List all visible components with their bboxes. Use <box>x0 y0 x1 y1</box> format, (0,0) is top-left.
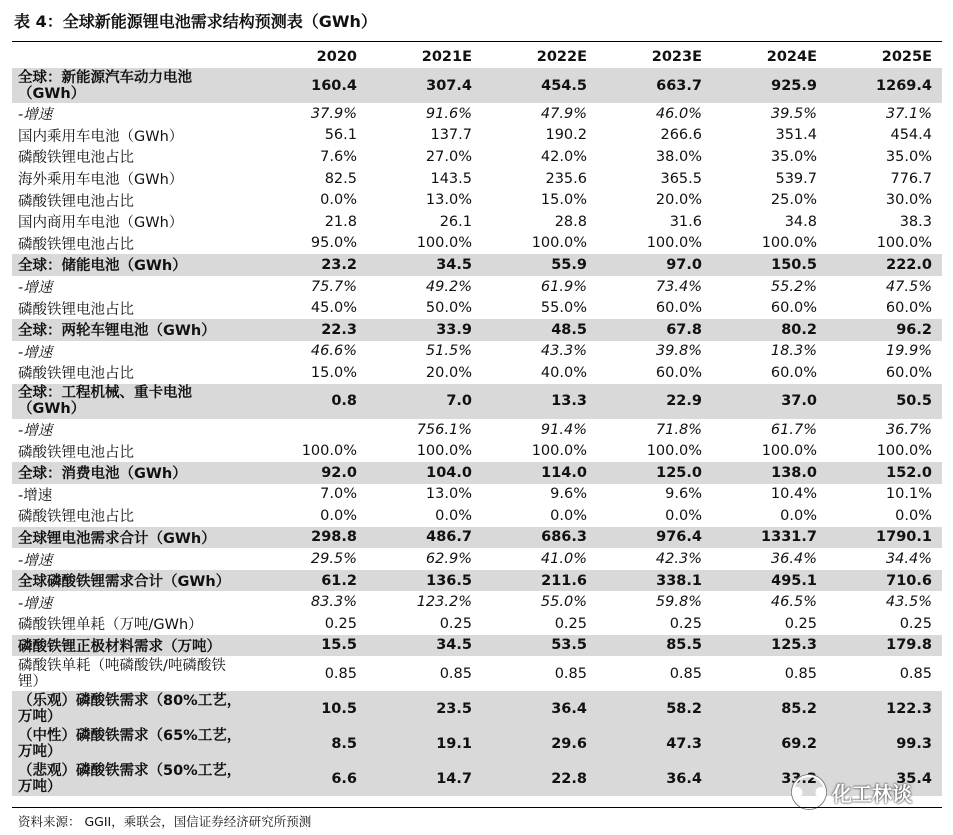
value-cell: 37.1% <box>885 105 932 122</box>
value-cell: 1331.7 <box>712 527 827 549</box>
value-cell: 73.4% <box>655 278 702 295</box>
row-label: 全球：两轮车锂电池（GWh） <box>12 319 252 341</box>
value-cell: 152.0 <box>827 462 942 484</box>
value-cell: 365.5 <box>660 170 702 187</box>
value-cell: 36.4% <box>770 551 817 568</box>
value-cell: 338.1 <box>597 570 712 592</box>
value-cell: 307.4 <box>367 68 482 103</box>
value-cell: 351.4 <box>775 127 817 144</box>
value-cell: 0.85 <box>899 665 932 682</box>
table-body <box>12 68 942 796</box>
value-cell: 60.0% <box>655 364 702 381</box>
value-cell: 23.5 <box>367 691 482 726</box>
value-cell: 15.0% <box>310 364 357 381</box>
row-label: -增速 <box>18 552 53 569</box>
value-cell: 0.25 <box>784 615 817 632</box>
row-label: （悲观）磷酸铁需求（50%工艺，万吨） <box>12 761 252 796</box>
value-cell: 0.85 <box>324 665 357 682</box>
table-row <box>12 527 942 549</box>
value-cell: 60.0% <box>885 364 932 381</box>
value-cell: 38.3 <box>899 213 932 230</box>
row-label: 磷酸铁锂电池占比 <box>18 236 134 253</box>
value-cell: 13.0% <box>425 486 472 503</box>
value-cell: 38.0% <box>655 148 702 165</box>
value-cell: 0.85 <box>784 665 817 682</box>
value-cell: 91.4% <box>540 421 587 438</box>
value-cell: 25.0% <box>770 192 817 209</box>
value-cell: 42.3% <box>655 551 702 568</box>
header-cell <box>12 46 252 68</box>
value-cell: 27.0% <box>425 148 472 165</box>
value-cell: 37.9% <box>310 105 357 122</box>
value-cell: 925.9 <box>712 68 827 103</box>
value-cell: 1269.4 <box>827 68 942 103</box>
value-cell: 35.4 <box>827 761 942 796</box>
value-cell: 7.0 <box>367 384 482 419</box>
value-cell <box>252 419 367 441</box>
table-row <box>12 125 942 147</box>
value-cell: 26.1 <box>439 213 472 230</box>
title-rule <box>12 41 942 42</box>
value-cell: 29.5% <box>310 551 357 568</box>
value-cell: 92.0 <box>252 462 367 484</box>
table-row <box>12 168 942 190</box>
value-cell: 686.3 <box>482 527 597 549</box>
row-label: 磷酸铁锂电池占比 <box>18 301 134 318</box>
row-label: -增速 <box>18 344 53 361</box>
table-row <box>12 548 942 570</box>
value-cell: 122.3 <box>827 691 942 726</box>
value-cell: 0.0% <box>320 192 357 209</box>
table-row <box>12 505 942 527</box>
row-label: 磷酸铁锂正极材料需求（万吨） <box>12 635 252 657</box>
value-cell: 15.0% <box>540 192 587 209</box>
value-cell: 0.8 <box>252 384 367 419</box>
table-row <box>12 484 942 506</box>
value-cell: 35.0% <box>885 148 932 165</box>
value-cell: 51.5% <box>425 343 472 360</box>
value-cell: 8.5 <box>252 726 367 761</box>
value-cell: 55.0% <box>540 594 587 611</box>
value-cell: 91.6% <box>425 105 472 122</box>
value-cell: 6.6 <box>252 761 367 796</box>
table-row <box>12 613 942 635</box>
value-cell: 298.8 <box>252 527 367 549</box>
value-cell: 82.5 <box>324 170 357 187</box>
value-cell: 23.2 <box>252 254 367 276</box>
table-row <box>12 591 942 613</box>
value-cell: 136.5 <box>367 570 482 592</box>
value-cell: 486.7 <box>367 527 482 549</box>
value-cell: 104.0 <box>367 462 482 484</box>
value-cell: 235.6 <box>545 170 587 187</box>
value-cell: 85.2 <box>712 691 827 726</box>
value-cell: 46.0% <box>655 105 702 122</box>
row-label: 全球：储能电池（GWh） <box>12 254 252 276</box>
value-cell: 29.6 <box>482 726 597 761</box>
value-cell: 179.8 <box>827 635 942 657</box>
value-cell: 56.1 <box>324 127 357 144</box>
table-row <box>12 362 942 384</box>
value-cell: 60.0% <box>770 300 817 317</box>
value-cell: 71.8% <box>655 421 702 438</box>
value-cell: 45.0% <box>310 300 357 317</box>
table-row <box>12 297 942 319</box>
value-cell: 222.0 <box>827 254 942 276</box>
value-cell: 42.0% <box>540 148 587 165</box>
row-label: 全球：新能源汽车动力电池（GWh） <box>12 68 252 103</box>
value-cell: 36.4 <box>482 691 597 726</box>
value-cell: 14.7 <box>367 761 482 796</box>
value-cell: 190.2 <box>545 127 587 144</box>
value-cell: 62.9% <box>425 551 472 568</box>
value-cell: 55.0% <box>540 300 587 317</box>
header-cell: 2021E <box>421 49 472 65</box>
row-label: 国内乘用车电池（GWh） <box>18 128 184 145</box>
header-cell: 2023E <box>651 49 702 65</box>
value-cell: 0.85 <box>554 665 587 682</box>
value-cell: 0.0% <box>895 507 932 524</box>
value-cell: 28.8 <box>554 213 587 230</box>
value-cell: 114.0 <box>482 462 597 484</box>
value-cell: 100.0% <box>646 443 702 460</box>
value-cell: 19.1 <box>367 726 482 761</box>
value-cell: 34.5 <box>367 254 482 276</box>
value-cell: 9.6% <box>550 486 587 503</box>
table-row <box>12 570 942 592</box>
value-cell: 100.0% <box>761 235 817 252</box>
row-label: 全球：消费电池（GWh） <box>12 462 252 484</box>
value-cell: 20.0% <box>425 364 472 381</box>
value-cell: 58.2 <box>597 691 712 726</box>
row-label: -增速 <box>18 423 53 440</box>
value-cell: 34.8 <box>784 213 817 230</box>
header-cell: 2022E <box>536 49 587 65</box>
value-cell: 22.3 <box>252 319 367 341</box>
value-cell: 160.4 <box>252 68 367 103</box>
value-cell: 99.3 <box>827 726 942 761</box>
value-cell: 36.7% <box>885 421 932 438</box>
table-row <box>12 211 942 233</box>
value-cell: 39.5% <box>770 105 817 122</box>
value-cell: 454.5 <box>482 68 597 103</box>
value-cell: 976.4 <box>597 527 712 549</box>
value-cell: 60.0% <box>655 300 702 317</box>
value-cell: 43.3% <box>540 343 587 360</box>
table-row <box>12 419 942 441</box>
value-cell: 100.0% <box>416 235 472 252</box>
source-note: 资料来源： GGII，乘联会，国信证券经济研究所预测 <box>18 814 312 829</box>
header-cell: 2024E <box>766 49 817 65</box>
value-cell: 61.2 <box>252 570 367 592</box>
value-cell: 50.0% <box>425 300 472 317</box>
row-label: （中性）磷酸铁需求（65%工艺，万吨） <box>12 726 252 761</box>
table-row <box>12 462 942 484</box>
table-row <box>12 319 942 341</box>
value-cell: 211.6 <box>482 570 597 592</box>
value-cell: 31.6 <box>669 213 702 230</box>
value-cell: 43.5% <box>885 594 932 611</box>
row-label: -增速 <box>18 487 53 504</box>
value-cell: 53.5 <box>482 635 597 657</box>
value-cell: 0.25 <box>554 615 587 632</box>
value-cell: 1790.1 <box>827 527 942 549</box>
value-cell: 0.0% <box>320 507 357 524</box>
value-cell: 0.25 <box>439 615 472 632</box>
value-cell: 710.6 <box>827 570 942 592</box>
row-label: 磷酸铁锂电池占比 <box>18 366 134 383</box>
value-cell: 67.8 <box>597 319 712 341</box>
value-cell: 100.0% <box>416 443 472 460</box>
value-cell: 495.1 <box>712 570 827 592</box>
value-cell: 75.7% <box>310 278 357 295</box>
value-cell: 35.0% <box>770 148 817 165</box>
header-cell: 2025E <box>881 49 932 65</box>
row-label: 磷酸铁锂电池占比 <box>18 509 134 526</box>
table-row <box>12 103 942 125</box>
value-cell: 59.8% <box>655 594 702 611</box>
value-cell: 47.3 <box>597 726 712 761</box>
table-row <box>12 726 942 761</box>
value-cell: 100.0% <box>761 443 817 460</box>
value-cell: 61.9% <box>540 278 587 295</box>
value-cell: 22.8 <box>482 761 597 796</box>
table-row <box>12 635 942 657</box>
table-row <box>12 691 942 726</box>
value-cell: 7.6% <box>320 148 357 165</box>
row-label: -增速 <box>18 595 53 612</box>
row-label: 磷酸铁锂单耗（万吨/GWh） <box>18 617 203 634</box>
wechat-icon: ●‿● <box>792 775 826 809</box>
value-cell: 125.3 <box>712 635 827 657</box>
bottom-rule <box>12 807 942 808</box>
table-row <box>12 440 942 462</box>
value-cell: 80.2 <box>712 319 827 341</box>
row-label: 磷酸铁锂电池占比 <box>18 444 134 461</box>
value-cell: 55.2% <box>770 278 817 295</box>
value-cell: 123.2% <box>416 594 472 611</box>
value-cell: 49.2% <box>425 278 472 295</box>
value-cell: 33.9 <box>367 319 482 341</box>
value-cell: 46.6% <box>310 343 357 360</box>
value-cell: 15.5 <box>252 635 367 657</box>
value-cell: 100.0% <box>531 443 587 460</box>
value-cell: 776.7 <box>890 170 932 187</box>
value-cell: 46.5% <box>770 594 817 611</box>
value-cell: 50.5 <box>827 384 942 419</box>
value-cell: 30.0% <box>885 192 932 209</box>
value-cell: 13.3 <box>482 384 597 419</box>
table-title: 表 4：全球新能源锂电池需求结构预测表（GWh） <box>14 12 377 31</box>
value-cell: 100.0% <box>646 235 702 252</box>
value-cell: 100.0% <box>531 235 587 252</box>
value-cell: 39.8% <box>655 343 702 360</box>
header-cell: 2020 <box>316 49 357 65</box>
value-cell: 7.0% <box>320 486 357 503</box>
value-cell: 125.0 <box>597 462 712 484</box>
value-cell: 47.5% <box>885 278 932 295</box>
value-cell: 13.0% <box>425 192 472 209</box>
value-cell: 100.0% <box>301 443 357 460</box>
value-cell: 40.0% <box>540 364 587 381</box>
value-cell: 60.0% <box>770 364 817 381</box>
row-label: 磷酸铁单耗（吨磷酸铁/吨磷酸铁锂） <box>18 657 226 690</box>
value-cell: 539.7 <box>775 170 817 187</box>
table-row <box>12 341 942 363</box>
value-cell: 22.9 <box>597 384 712 419</box>
value-cell: 454.4 <box>890 127 932 144</box>
value-cell: 0.25 <box>899 615 932 632</box>
value-cell: 96.2 <box>827 319 942 341</box>
row-label: -增速 <box>18 107 53 124</box>
row-label: -增速 <box>18 280 53 297</box>
value-cell: 97.0 <box>597 254 712 276</box>
value-cell: 34.4% <box>885 551 932 568</box>
value-cell: 34.5 <box>367 635 482 657</box>
value-cell: 10.4% <box>770 486 817 503</box>
value-cell: 20.0% <box>655 192 702 209</box>
value-cell: 48.5 <box>482 319 597 341</box>
value-cell: 663.7 <box>597 68 712 103</box>
value-cell: 21.8 <box>324 213 357 230</box>
watermark-text: 化工林谈 <box>832 781 912 806</box>
value-cell: 55.9 <box>482 254 597 276</box>
row-label: 磷酸铁锂电池占比 <box>18 193 134 210</box>
table-row <box>12 68 942 103</box>
value-cell: 0.0% <box>665 507 702 524</box>
row-label: （乐观）磷酸铁需求（80%工艺，万吨） <box>12 691 252 726</box>
row-label: 磷酸铁锂电池占比 <box>18 150 134 167</box>
value-cell: 100.0% <box>876 235 932 252</box>
data-table <box>12 46 942 796</box>
value-cell: 756.1% <box>416 421 472 438</box>
value-cell: 138.0 <box>712 462 827 484</box>
value-cell: 0.85 <box>439 665 472 682</box>
row-label: 全球磷酸铁锂需求合计（GWh） <box>12 570 252 592</box>
table-row <box>12 656 942 691</box>
value-cell: 10.5 <box>252 691 367 726</box>
value-cell: 19.9% <box>885 343 932 360</box>
row-label: 国内商用车电池（GWh） <box>18 215 184 232</box>
header-row <box>12 46 942 68</box>
value-cell: 0.25 <box>669 615 702 632</box>
value-cell: 85.5 <box>597 635 712 657</box>
value-cell: 143.5 <box>430 170 472 187</box>
value-cell: 0.0% <box>435 507 472 524</box>
table-row <box>12 233 942 255</box>
table-row <box>12 276 942 298</box>
value-cell: 0.0% <box>780 507 817 524</box>
table-row <box>12 146 942 168</box>
table-row <box>12 189 942 211</box>
value-cell: 83.3% <box>310 594 357 611</box>
value-cell: 9.6% <box>665 486 702 503</box>
value-cell: 10.1% <box>885 486 932 503</box>
row-label: 全球：工程机械、重卡电池（GWh） <box>12 384 252 419</box>
value-cell: 95.0% <box>310 235 357 252</box>
value-cell: 60.0% <box>885 300 932 317</box>
value-cell: 61.7% <box>770 421 817 438</box>
watermark <box>792 776 942 808</box>
value-cell: 0.0% <box>550 507 587 524</box>
value-cell: 0.85 <box>669 665 702 682</box>
value-cell: 137.7 <box>430 127 472 144</box>
value-cell: 150.5 <box>712 254 827 276</box>
table-row <box>12 254 942 276</box>
value-cell: 69.2 <box>712 726 827 761</box>
value-cell: 41.0% <box>540 551 587 568</box>
value-cell: 36.4 <box>597 761 712 796</box>
value-cell: 266.6 <box>660 127 702 144</box>
value-cell: 0.25 <box>324 615 357 632</box>
value-cell: 33.2 <box>712 761 827 796</box>
table-row <box>12 384 942 419</box>
row-label: 海外乘用车电池（GWh） <box>18 172 184 189</box>
value-cell: 47.9% <box>540 105 587 122</box>
row-label: 全球锂电池需求合计（GWh） <box>12 527 252 549</box>
value-cell: 37.0 <box>712 384 827 419</box>
value-cell: 100.0% <box>876 443 932 460</box>
value-cell: 18.3% <box>770 343 817 360</box>
